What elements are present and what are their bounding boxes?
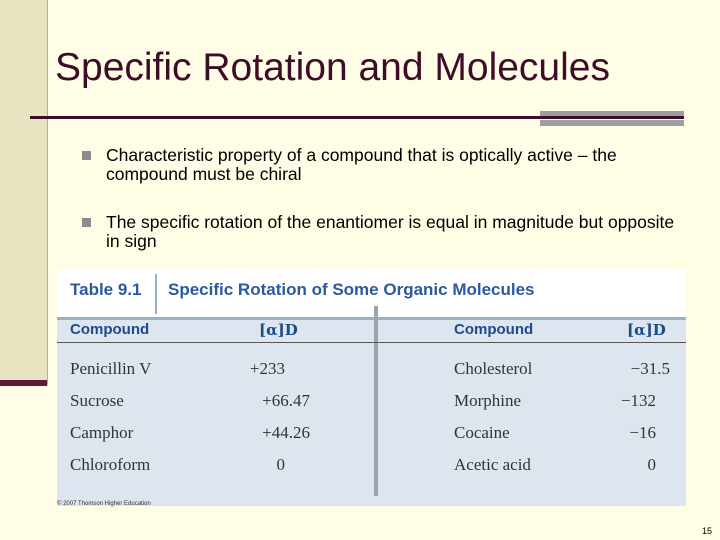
rotation-table xyxy=(57,270,686,506)
title-accent-bar-lower xyxy=(540,120,684,126)
column-header-compound: Compound xyxy=(454,321,534,338)
square-bullet-icon xyxy=(82,218,91,227)
column-header-compound: Compound xyxy=(70,321,150,338)
page-number: 15 xyxy=(702,526,713,536)
bullet-item xyxy=(82,146,692,184)
table-credit: © 2007 Thomson Higher Education xyxy=(57,501,151,507)
table-cell-compound: Sucrose xyxy=(70,391,124,410)
bullet-text: The specific rotation of the enantiomer is equal in magnitude but opposite in sign xyxy=(106,212,675,251)
slide-title: Specific Rotation and Molecules xyxy=(55,46,610,89)
table-cell-rotation: −16 xyxy=(629,423,656,442)
side-band xyxy=(0,0,47,385)
bullet-list xyxy=(82,146,692,280)
table-header-divider xyxy=(155,274,157,314)
table-cell-compound: Cocaine xyxy=(454,423,510,442)
table-column-divider xyxy=(374,306,378,496)
table-cell-compound: Morphine xyxy=(454,391,522,410)
column-header-rule xyxy=(57,342,686,343)
table-cell-rotation: 0 xyxy=(276,455,285,474)
table-header xyxy=(57,270,686,317)
table-cell-rotation: −31.5 xyxy=(630,359,670,378)
column-header-rotation: [α]D xyxy=(259,321,298,339)
table-cell-compound: Camphor xyxy=(70,423,134,442)
table-cell-rotation: 0 xyxy=(647,455,656,474)
table-cell-rotation: +233 xyxy=(249,359,285,378)
table-cell-compound: Penicillin V xyxy=(70,359,152,378)
table-cell-compound: Acetic acid xyxy=(454,455,531,474)
table-cell-rotation: −132 xyxy=(620,391,656,410)
square-bullet-icon xyxy=(82,151,91,160)
table-cell-compound: Cholesterol xyxy=(454,359,533,378)
title-rule xyxy=(30,116,684,119)
bullet-item xyxy=(82,213,692,251)
side-band-base xyxy=(0,380,47,386)
table-cell-rotation: +44.26 xyxy=(262,423,310,442)
column-header-rotation: [α]D xyxy=(627,321,666,339)
table-cell-rotation: +66.47 xyxy=(262,391,310,410)
table-title: Specific Rotation of Some Organic Molecules xyxy=(168,280,535,299)
table-cell-compound: Chloroform xyxy=(70,455,151,474)
bullet-text: Characteristic property of a compound that is optically active – the compound must be chiral xyxy=(106,145,617,184)
table-number: Table 9.1 xyxy=(70,280,142,299)
table-header-rule xyxy=(57,317,686,320)
side-band-edge xyxy=(47,0,48,385)
